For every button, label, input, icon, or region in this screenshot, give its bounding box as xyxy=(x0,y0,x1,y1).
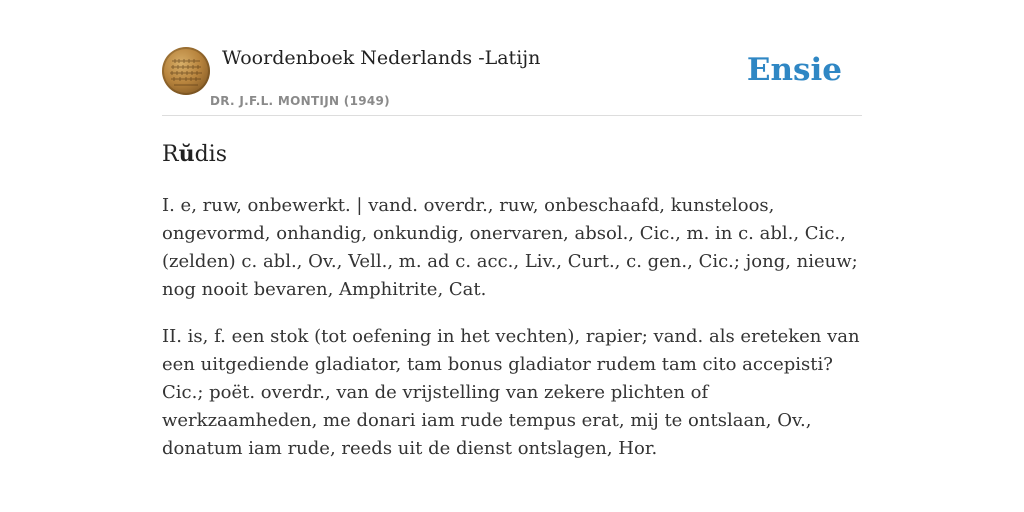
entry-definition xyxy=(162,192,862,482)
term-part-end: dis xyxy=(194,142,227,167)
dictionary-title[interactable]: Woordenboek Nederlands -Latijn xyxy=(222,47,541,69)
header xyxy=(162,46,862,116)
entry-term xyxy=(162,140,227,169)
entry-card xyxy=(162,0,862,512)
ensie-logo-link[interactable]: Ensie xyxy=(746,52,842,88)
author-credit: DR. J.F.L. MONTIJN (1949) xyxy=(210,94,390,108)
term-part-start: R xyxy=(162,142,179,167)
header-divider xyxy=(162,115,862,116)
definition-paragraph-2: II. is, f. een stok (tot oefening in het vechten), rapier; vand. als ereteken van een uitgediende gladiator, tam bonus gladiator rudem tam cito accepisti? Cic.; poët. overdr., van de vrijstelling van zekere plichten of werkzaamheden, me donari iam rude tempus erat, mij te ontslaan, Ov., donatum iam rude, reeds uit de dienst ontslagen, Hor. xyxy=(162,326,860,459)
term-part-accent: ŭ xyxy=(178,141,195,167)
definition-paragraph-1: I. e, ruw, onbewerkt. | vand. overdr., ruw, onbeschaafd, kunsteloos, ongevormd, onhandig, onkundig, onervaren, absol., Cic., m. in c. abl., Cic., (zelden) c. abl., Ov., Vell., m. ad c. acc., Liv., Curt., c. gen., Cic.; jong, nieuw; nog nooit bevaren, Amphitrite, Cat. xyxy=(162,195,858,300)
roman-coin-icon[interactable] xyxy=(162,47,210,95)
